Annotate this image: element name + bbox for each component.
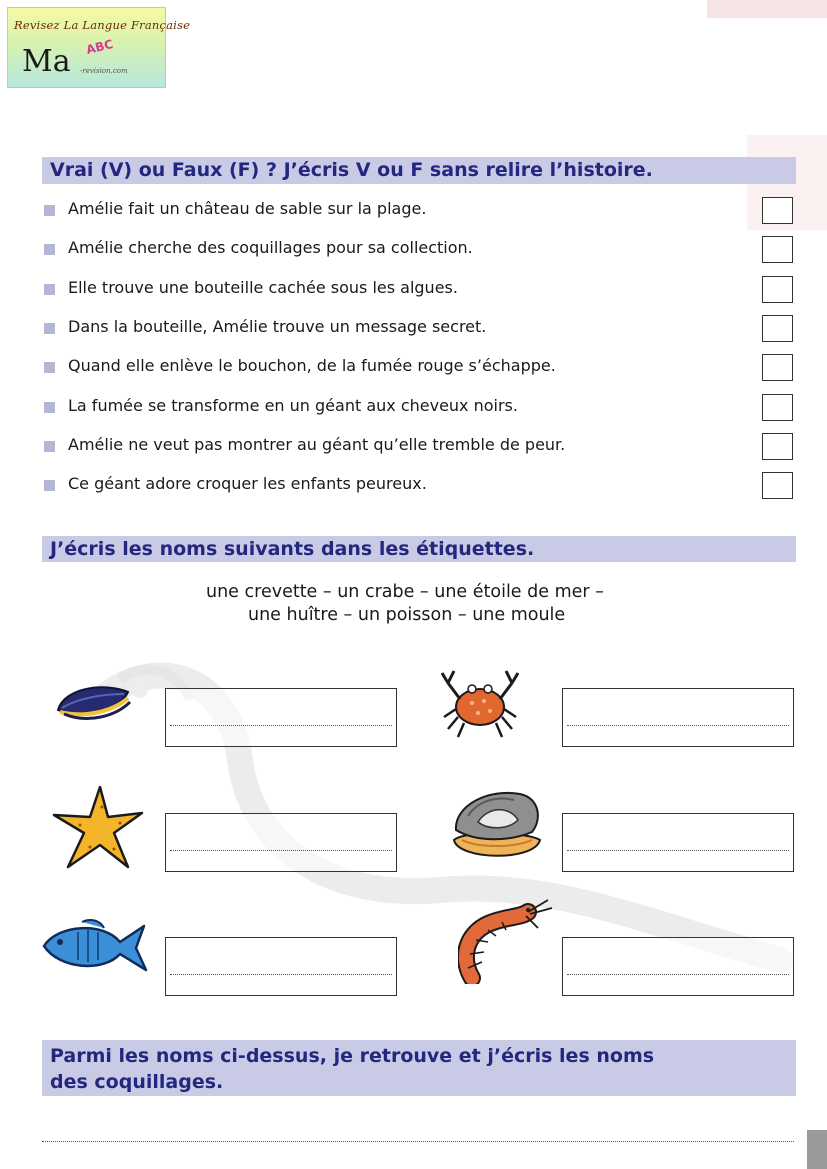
statement-text: Elle trouve une bouteille cachée sous les algues. [68,277,458,297]
statement-row [44,472,796,502]
section-heading-true-false: Vrai (V) ou Faux (F) ? J’écris V ou F sans relire l’histoire. [42,157,796,184]
answer-checkbox[interactable] [762,276,793,303]
bullet-square-icon [44,362,55,373]
statement-row [44,354,796,384]
answer-checkbox[interactable] [762,472,793,499]
answer-dotted-line [567,725,789,726]
bullet-square-icon [44,402,55,413]
statement-text: Quand elle enlève le bouchon, de la fumée rouge s’échappe. [68,356,556,376]
statement-row [44,197,796,227]
statement-text: La fumée se transforme en un géant aux cheveux noirs. [68,395,518,415]
answer-checkbox[interactable] [762,354,793,381]
logo-badge: ABC [84,36,115,58]
label-box-mussel[interactable] [165,688,397,747]
label-box-shrimp[interactable] [562,937,794,996]
shells-answer-line[interactable] [42,1141,794,1142]
bullet-square-icon [44,323,55,334]
statement-row [44,394,796,424]
statement-row [44,315,796,345]
word-bank-line-2: une huître – un poisson – une moule [248,605,566,625]
logo-tagline: Revisez La Langue Française [14,18,191,32]
label-box-oyster[interactable] [562,813,794,872]
section-heading-shells [42,1040,796,1096]
statement-text: Amélie cherche des coquillages pour sa collection. [68,238,473,258]
section-heading-shells-line-2: des coquillages. [50,1071,224,1093]
answer-checkbox[interactable] [762,433,793,460]
answer-dotted-line [170,974,392,975]
answer-checkbox[interactable] [762,197,793,224]
statement-text: Ce géant adore croquer les enfants peureux. [68,474,427,494]
answer-dotted-line [170,850,392,851]
statement-row [44,433,796,463]
logo-suffix: -revision.com [80,67,128,75]
statement-text: Amélie fait un château de sable sur la plage. [68,199,427,218]
answer-dotted-line [567,850,789,851]
statement-row [44,276,796,306]
answer-checkbox[interactable] [762,394,793,421]
bullet-square-icon [44,480,55,491]
answer-dotted-line [567,974,789,975]
oyster-icon [448,786,544,862]
site-logo[interactable] [7,7,191,88]
answer-checkbox[interactable] [762,236,793,263]
fish-icon [38,918,150,976]
starfish-icon [50,783,146,873]
bullet-square-icon [44,284,55,295]
bullet-square-icon [44,205,55,216]
shrimp-icon [458,898,554,984]
mussel-icon [54,680,134,722]
bullet-square-icon [44,244,55,255]
statement-text: Amélie ne veut pas montrer au géant qu’elle tremble de peur. [68,434,566,454]
section-heading-labels: J’écris les noms suivants dans les étiquettes. [42,536,796,562]
page-corner-tint [707,0,827,18]
statement-text: Dans la bouteille, Amélie trouve un message secret. [68,316,487,336]
answer-checkbox[interactable] [762,315,793,342]
section-heading-shells-line-1: Parmi les noms ci-dessus, je retrouve et j’écris les noms [50,1045,655,1067]
statement-row [44,236,796,266]
answer-dotted-line [170,725,392,726]
word-bank-line-1: une crevette – un crabe – une étoile de mer – [206,582,604,602]
logo-brand: Ma [22,44,71,79]
page-edge-strip [807,1130,827,1169]
bullet-square-icon [44,441,55,452]
label-box-starfish[interactable] [165,813,397,872]
crab-icon [438,663,522,741]
label-box-crab[interactable] [562,688,794,747]
label-box-fish[interactable] [165,937,397,996]
